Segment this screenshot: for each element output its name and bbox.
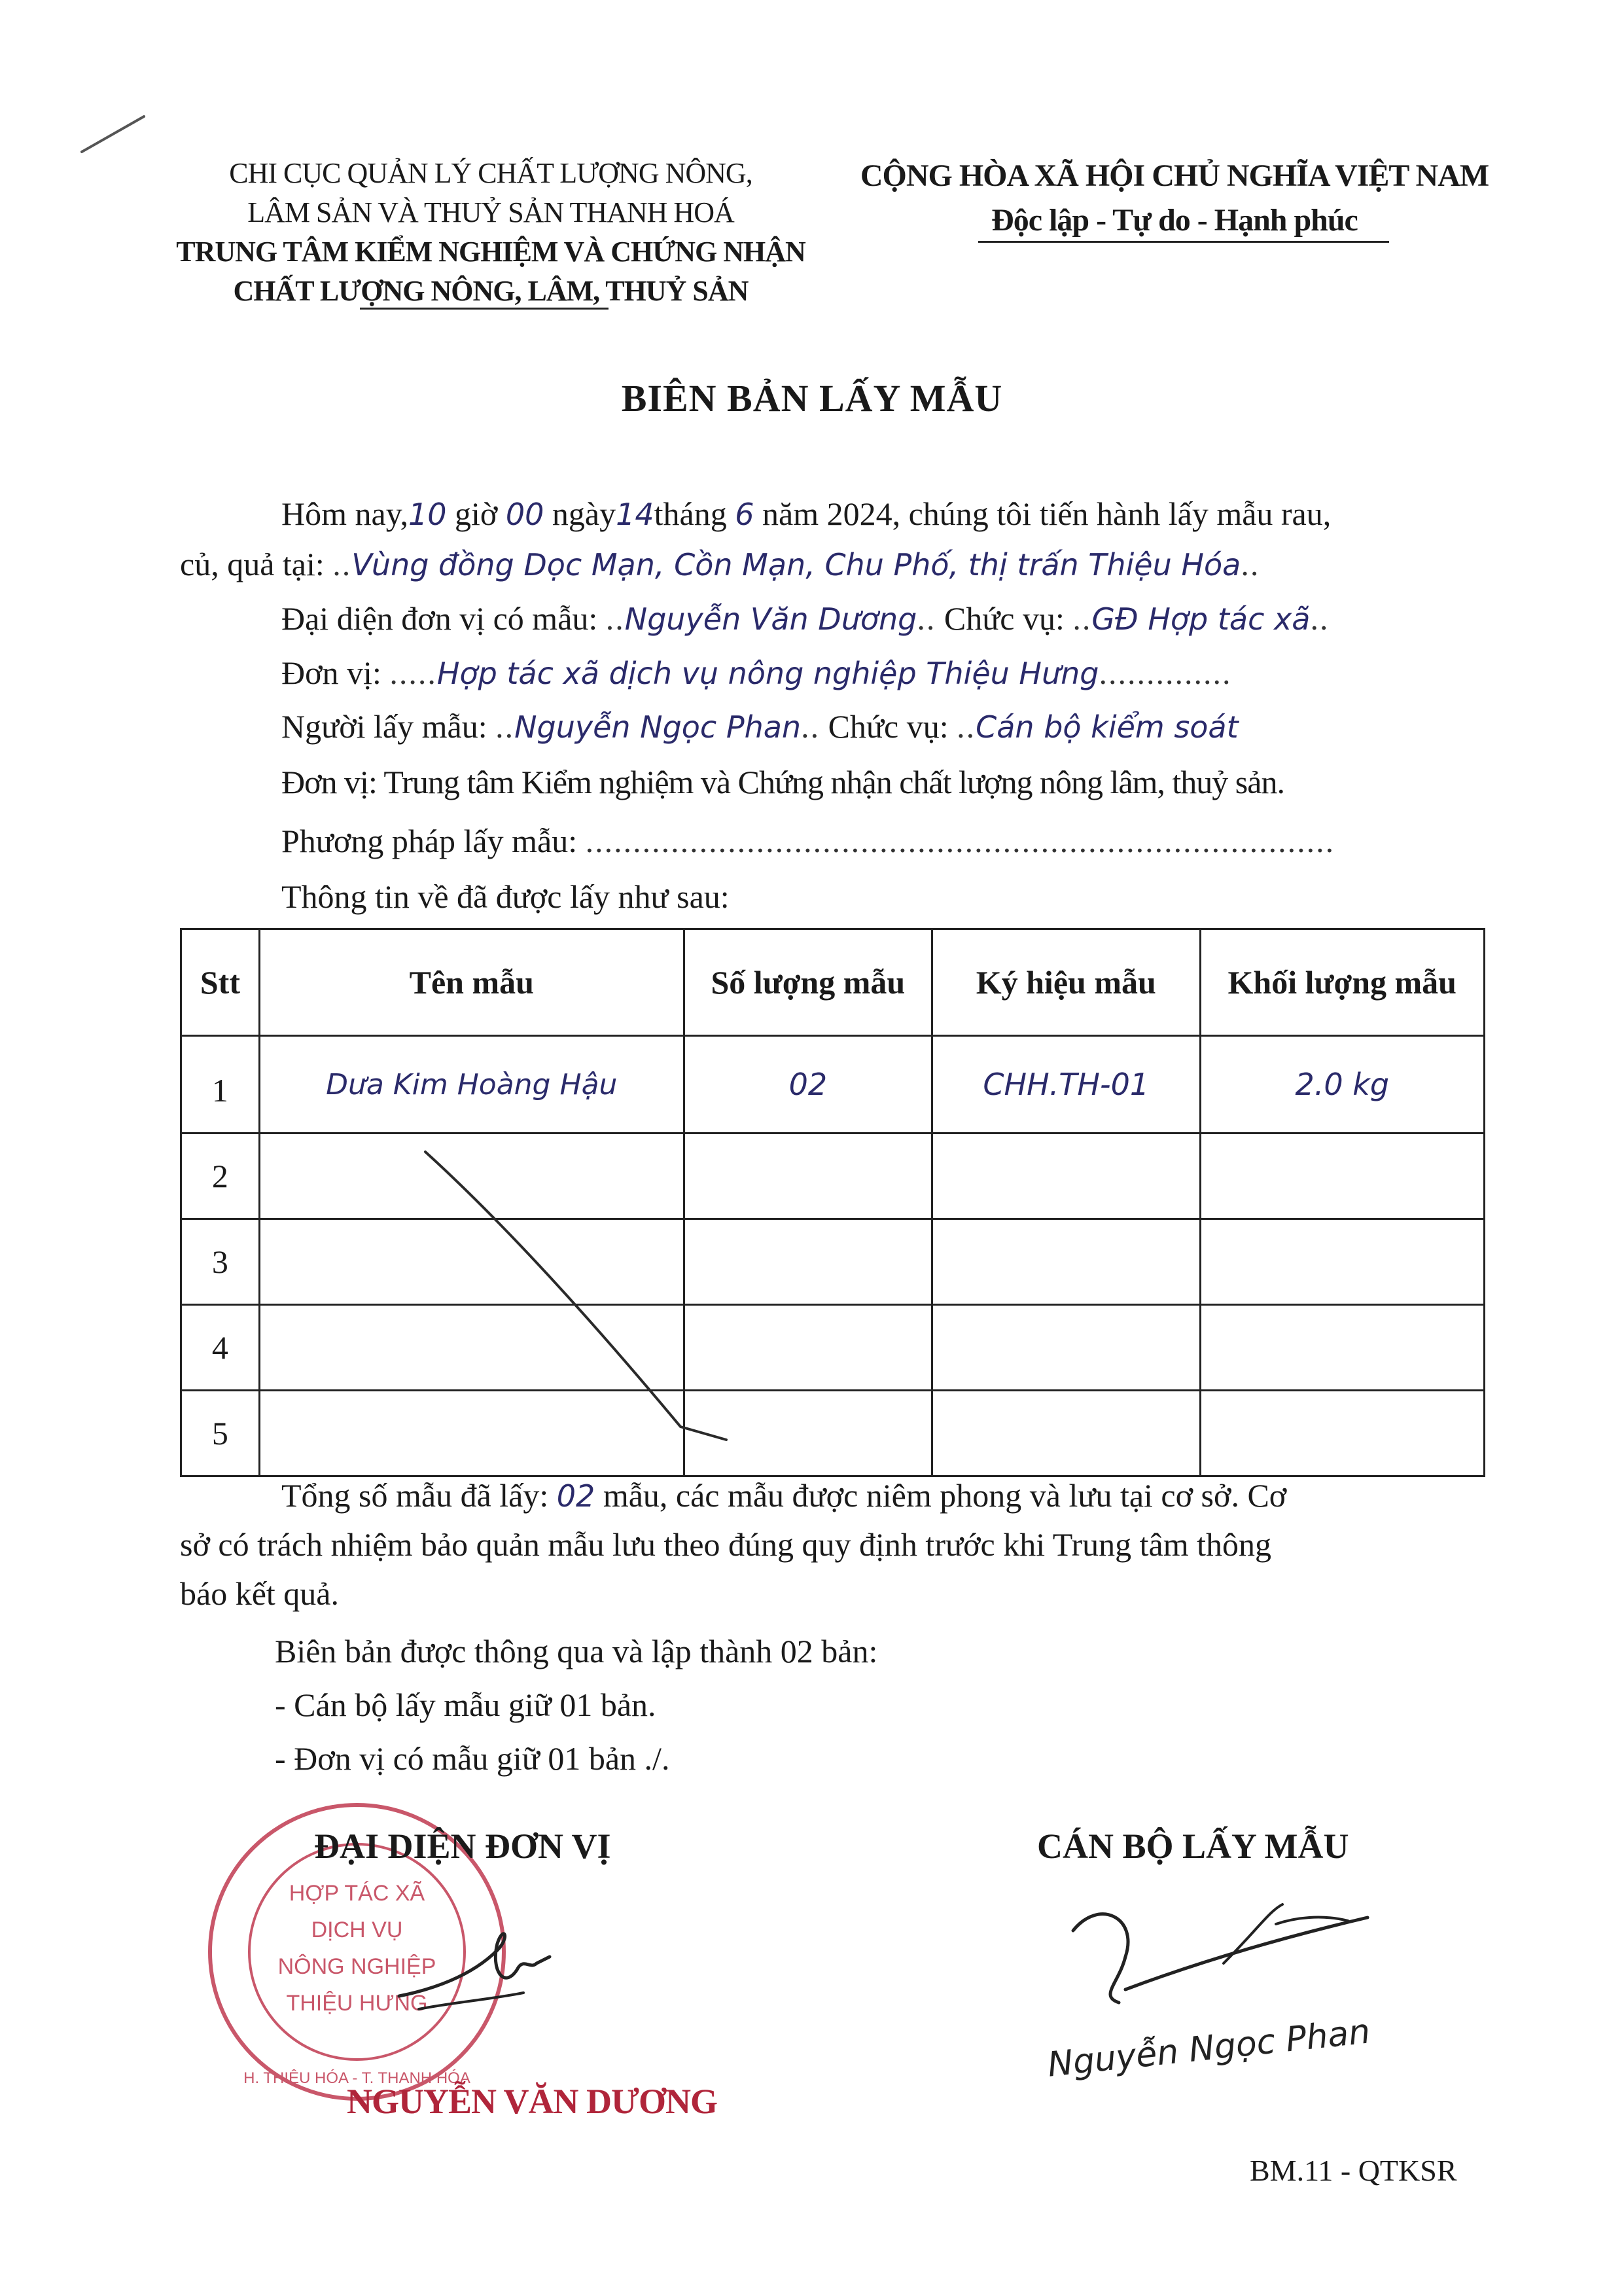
empty-rows-strike-line <box>419 1139 739 1446</box>
stamp-ring-text: H. THIỆU HÓA - T. THANH HÓA <box>243 2069 470 2087</box>
location-line: củ, quả tại: ..Vùng đồng Dọc Mạn, Cồn Mạn, Chu Phố, thị trấn Thiệu Hóa.. <box>180 546 1260 582</box>
info-line: Thông tin về đã được lấy như sau: <box>281 878 730 915</box>
sampler-unit-line: Đơn vị: Trung tâm Kiểm nghiệm và Chứng nhận chất lượng nông lâm, thuỷ sản. <box>281 764 1284 800</box>
stamp-line-2: DỊCH VỤ <box>311 1918 403 1942</box>
row-stt: 3 <box>181 1219 260 1305</box>
issuer-line-4: CHẤT LƯỢNG NÔNG, LÂM, THUỶ SẢN <box>233 275 749 307</box>
right-signature-scribble <box>1060 1891 1387 2022</box>
row-stt: 2 <box>181 1133 260 1219</box>
intro-text-a: Hôm nay, <box>281 495 408 532</box>
hour-value: 10 <box>408 497 447 532</box>
header-quantity: Số lượng mẫu <box>684 929 932 1036</box>
total-text: mẫu, các mẫu được niêm phong và lưu tại cơ sở. Cơ <box>603 1477 1287 1514</box>
row-code <box>932 1305 1200 1391</box>
copies-line: Biên bản được thông qua và lập thành 02 bản: <box>275 1633 878 1669</box>
row-mass <box>1200 1133 1484 1219</box>
summary-line-2: sở có trách nhiệm bảo quản mẫu lưu theo đúng quy định trước khi Trung tâm thông <box>180 1526 1271 1563</box>
copy-line-1: - Cán bộ lấy mẫu giữ 01 bản. <box>275 1686 656 1723</box>
document-title: BIÊN BẢN LẤY MẪU <box>621 377 1003 419</box>
sampler-position-value: Cán bộ kiểm soát <box>976 709 1239 745</box>
total-label: Tổng số mẫu đã lấy: <box>281 1477 549 1514</box>
unit-value: Hợp tác xã dịch vụ nông nghiệp Thiệu Hưng <box>436 656 1099 691</box>
left-signature-scribble <box>393 1911 563 2029</box>
copy-line-2: - Đơn vị có mẫu giữ 01 bản ./. <box>275 1740 670 1777</box>
issuer-header <box>150 154 831 311</box>
sample-table <box>180 928 1485 1477</box>
intro-text-d: tháng <box>654 495 727 532</box>
row-mass: 2.0 kg <box>1200 1036 1484 1133</box>
table-header-row <box>181 929 1485 1036</box>
location-value: Vùng đồng Dọc Mạn, Cồn Mạn, Chu Phố, thị trấn Thiệu Hóa <box>351 547 1241 582</box>
table-row <box>181 1133 1485 1219</box>
row-stt: 5 <box>181 1391 260 1476</box>
total-line <box>281 1472 1286 1519</box>
row-sample-name: Dưa Kim Hoàng Hậu <box>259 1036 684 1133</box>
sampler-line: Người lấy mẫu: ..Nguyễn Ngọc Phan.. Chức vụ: ..Cán bộ kiểm soát <box>281 708 1239 745</box>
intro-text-e: năm 2024, chúng tôi tiến hành lấy mẫu rau, <box>762 495 1332 532</box>
row-mass <box>1200 1305 1484 1391</box>
issuer-line-3: TRUNG TÂM KIỂM NGHIỆM VÀ CHỨNG NHẬN <box>176 236 805 268</box>
unit-label: Đơn vị: <box>281 654 381 691</box>
issuer-line-1: CHI CỤC QUẢN LÝ CHẤT LƯỢNG NÔNG, <box>229 157 752 189</box>
issuer-line-2: LÂM SẢN VÀ THUỶ SẢN THANH HOÁ <box>247 196 734 228</box>
sampler-position-label: Chức vụ: <box>828 708 949 745</box>
motto-underline <box>978 241 1389 243</box>
row-mass <box>1200 1219 1484 1305</box>
row-stt: 1 <box>181 1036 260 1133</box>
header-mass: Khối lượng mẫu <box>1200 929 1484 1036</box>
table-row <box>181 1391 1485 1476</box>
representative-value: Nguyễn Văn Dương <box>624 601 917 637</box>
row-quantity: 02 <box>684 1036 932 1133</box>
location-label: củ, quả tại: <box>180 546 325 582</box>
row-stt: 4 <box>181 1305 260 1391</box>
form-code: BM.11 - QTKSR <box>1250 2154 1457 2187</box>
method-line: Phương pháp lấy mẫu: ............................................................................... <box>281 823 1335 859</box>
unit-line: Đơn vị: .....Hợp tác xã dịch vụ nông nghiệp Thiệu Hưng.............. <box>281 654 1232 691</box>
row-mass <box>1200 1391 1484 1476</box>
national-motto: Độc lập - Tự do - Hạnh phúc <box>991 203 1358 238</box>
header-code: Ký hiệu mẫu <box>932 929 1200 1036</box>
left-signer-name: NGUYỄN VĂN DƯƠNG <box>347 2082 718 2121</box>
stamp-line-4: THIỆU HƯNG <box>286 1991 428 2016</box>
left-signature-title: ĐẠI DIỆN ĐƠN VỊ <box>314 1827 611 1866</box>
intro-text-b: giờ <box>455 495 498 532</box>
row-code <box>932 1219 1200 1305</box>
stamp-line-3: NÔNG NGHIỆP <box>277 1954 436 1979</box>
table-row <box>181 1036 1485 1133</box>
intro-text-c: ngày <box>552 495 616 532</box>
representative-position-value: GĐ Hợp tác xã <box>1091 601 1311 637</box>
intro-line <box>281 491 1331 537</box>
method-label: Phương pháp lấy mẫu: <box>281 823 578 859</box>
summary-line-3: báo kết quả. <box>180 1575 339 1612</box>
representative-position-label: Chức vụ: <box>944 600 1065 637</box>
national-header <box>831 154 1518 243</box>
national-title: CỘNG HÒA XÃ HỘI CHỦ NGHĨA VIỆT NAM <box>860 158 1489 193</box>
issuer-underline <box>360 308 609 310</box>
row-code: CHH.TH-01 <box>932 1036 1200 1133</box>
month-value: 6 <box>735 497 754 532</box>
pen-mark-decoration <box>79 111 150 157</box>
right-signed-name: Nguyễn Ngọc Phan <box>1046 2012 1372 2085</box>
minute-value: 00 <box>505 497 544 532</box>
table-row <box>181 1305 1485 1391</box>
header-stt: Stt <box>181 929 260 1036</box>
right-signature-title: CÁN BỘ LẤY MẪU <box>1037 1827 1349 1866</box>
row-code <box>932 1133 1200 1219</box>
representative-label: Đại diện đơn vị có mẫu: <box>281 600 598 637</box>
total-value: 02 <box>556 1478 595 1514</box>
day-value: 14 <box>616 497 654 532</box>
header-sample-name: Tên mẫu <box>259 929 684 1036</box>
representative-line: Đại diện đơn vị có mẫu: ..Nguyễn Văn Dương.. Chức vụ: ..GĐ Hợp tác xã.. <box>281 600 1330 637</box>
sampler-value: Nguyễn Ngọc Phan <box>514 709 802 745</box>
row-code <box>932 1391 1200 1476</box>
sampler-label: Người lấy mẫu: <box>281 708 487 745</box>
stamp-line-1: HỢP TÁC XÃ <box>289 1881 425 1906</box>
table-row <box>181 1219 1485 1305</box>
